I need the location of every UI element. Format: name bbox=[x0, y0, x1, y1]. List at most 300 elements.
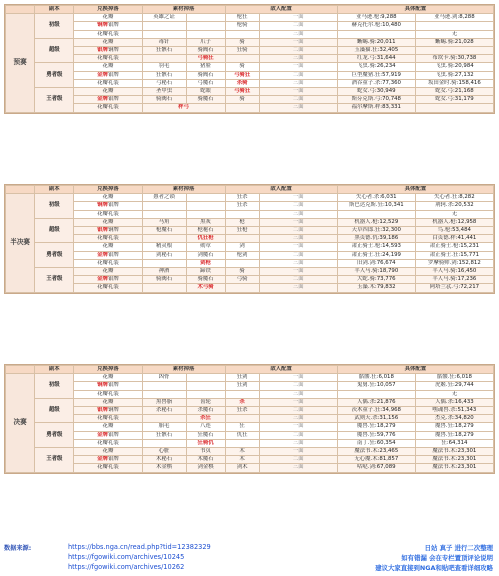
exchange-drop: 花瓣 bbox=[74, 88, 142, 96]
header-exchange-drop: 兑换掉落 bbox=[74, 186, 142, 194]
wave-label: 一面 bbox=[259, 88, 337, 96]
wave-label: 一面 bbox=[259, 38, 337, 46]
material-drop-1 bbox=[142, 235, 186, 243]
material-drop-2: 勋章 bbox=[186, 243, 225, 251]
table-row bbox=[6, 439, 494, 447]
enemy-detail-1: 玉藻猫.狂:32,405 bbox=[337, 47, 415, 55]
wave-label: 三面 bbox=[259, 79, 337, 87]
enemy-detail-1: 旧剑.剑:76,674 bbox=[337, 259, 415, 267]
enemy-classes: 术 bbox=[225, 456, 259, 464]
medal-rest: 银牌 bbox=[107, 456, 119, 463]
medal-rest: 铜牌 bbox=[107, 227, 119, 234]
wave-label: 一面 bbox=[259, 14, 337, 22]
header-material-drop: 素材掉落 bbox=[142, 366, 225, 374]
material-drop-1: 毒针 bbox=[142, 38, 186, 46]
enemy-classes: 剑 bbox=[225, 243, 259, 251]
enemy-classes: 仇狂 bbox=[225, 431, 259, 439]
exchange-drop: 花瓣 bbox=[74, 194, 142, 202]
enemy-detail-1: 咕哒.剑:67,089 bbox=[337, 464, 415, 472]
enemy-classes: 弓骑 bbox=[225, 276, 259, 284]
material-drop-2: 蛇眼 bbox=[186, 88, 225, 96]
difficulty-level: 超级 bbox=[35, 38, 74, 63]
table-row bbox=[6, 218, 494, 226]
medal-highlight: 金牌 bbox=[97, 276, 108, 283]
material-drop-1 bbox=[142, 415, 186, 423]
difficulty-level: 勇者级 bbox=[35, 63, 74, 88]
wave-label: 二面 bbox=[259, 382, 337, 390]
material-drop-2 bbox=[186, 374, 225, 382]
exchange-drop bbox=[74, 71, 142, 79]
medal-rest: 银牌 bbox=[107, 382, 119, 389]
material-drop-2: 黑灰 bbox=[186, 218, 225, 226]
table-row bbox=[6, 79, 494, 87]
enemy-detail-2: 飞虫.骑:20,984 bbox=[415, 63, 493, 71]
enemy-classes bbox=[225, 30, 259, 38]
material-drop-1: 圣甲虫 bbox=[142, 88, 186, 96]
exchange-drop bbox=[74, 456, 142, 464]
header-stage-spacer bbox=[6, 186, 35, 194]
enemy-classes bbox=[225, 55, 259, 63]
medal-highlight: 银牌 bbox=[97, 407, 108, 414]
material-drop-1: 精灵根 bbox=[142, 243, 186, 251]
table-header-row bbox=[6, 186, 494, 194]
wave-label: 一面 bbox=[259, 423, 337, 431]
exchange-drop: 花瓣 bbox=[74, 14, 142, 22]
medal-highlight: 金牌 bbox=[97, 431, 108, 438]
table-row bbox=[6, 374, 494, 382]
medal-rest: 铜牌 bbox=[107, 47, 119, 54]
material-drop-1 bbox=[142, 22, 186, 30]
medal-highlight: 铜牌 bbox=[97, 382, 108, 389]
table-row bbox=[6, 431, 494, 439]
enemy-detail-2: 嘿魂兽.杀:51,343 bbox=[415, 407, 493, 415]
material-drop-2 bbox=[186, 30, 225, 38]
material-drop-1 bbox=[142, 55, 186, 63]
material-drop-2: 猪脸 bbox=[186, 63, 225, 71]
exchange-drop bbox=[74, 251, 142, 259]
final-table bbox=[5, 365, 494, 473]
wave-label: 二面 bbox=[259, 22, 337, 30]
medal-highlight: 金牌 bbox=[97, 456, 108, 463]
table-row bbox=[6, 407, 494, 415]
table-row bbox=[6, 259, 494, 267]
semifinal-section bbox=[4, 184, 495, 294]
table-row bbox=[6, 22, 494, 30]
material-drop-1: 黑兽脂 bbox=[142, 398, 186, 406]
preliminary-section bbox=[4, 4, 495, 114]
header-exchange-drop: 兑换掉落 bbox=[74, 366, 142, 374]
enemy-detail-1: 肃正骑士.狂:24,199 bbox=[337, 251, 415, 259]
enemy-detail-2: 亚马逊.剑:8,288 bbox=[415, 14, 493, 22]
difficulty-level: 超级 bbox=[35, 398, 74, 423]
difficulty-level: 王者级 bbox=[35, 268, 74, 293]
source-link-fgowiki-1[interactable]: https://fgowiki.com/archives/10245 bbox=[68, 553, 185, 561]
enemy-detail-2: 肃正骑士.狂:15,771 bbox=[415, 251, 493, 259]
difficulty-level: 初级 bbox=[35, 194, 74, 219]
header-material-drop: 素材掉落 bbox=[142, 6, 225, 14]
enemy-classes bbox=[225, 210, 259, 218]
enemy-detail-2: 半人马.骑:16,450 bbox=[415, 268, 493, 276]
difficulty-level: 勇者级 bbox=[35, 243, 74, 268]
material-drop-2: 爪子 bbox=[186, 38, 225, 46]
material-drop-1: 骑阀石 bbox=[142, 96, 186, 104]
enemy-detail-1: 酒吞童子.杀:77,360 bbox=[337, 79, 415, 87]
header-detail-config: 具体配置 bbox=[337, 6, 493, 14]
header-instance: 副本 bbox=[35, 186, 74, 194]
enemy-detail-2: 蛇女.弓:21,168 bbox=[415, 88, 493, 96]
enemy-detail-1: 巨型魔猪.狂:57,919 bbox=[337, 71, 415, 79]
material-drop-1: 狂骸石 bbox=[142, 71, 186, 79]
enemy-classes: 狂杀 bbox=[225, 407, 259, 415]
stage-label: 预赛 bbox=[6, 14, 35, 112]
material-drop-2: 齿轮 bbox=[186, 398, 225, 406]
wave-label: 一面 bbox=[259, 63, 337, 71]
material-drop-1: 枪魔石 bbox=[142, 227, 186, 235]
enemy-detail-2: 魔法书.术:23,301 bbox=[415, 464, 493, 472]
enemy-detail-2: 鸟.枪:53,484 bbox=[415, 227, 493, 235]
material-drop-1: 术金棋 bbox=[142, 464, 186, 472]
table-row bbox=[6, 14, 494, 22]
enemy-detail-2: 无 bbox=[415, 390, 493, 398]
wave-label: 一面 bbox=[259, 448, 337, 456]
enemy-classes: 骑 bbox=[225, 96, 259, 104]
material-drop-2 bbox=[186, 382, 225, 390]
material-drop-1: 羽毛 bbox=[142, 63, 186, 71]
enemy-detail-2: 罗摩骑帅.剑:152,812 bbox=[415, 259, 493, 267]
table-row bbox=[6, 382, 494, 390]
table-header-row bbox=[6, 366, 494, 374]
medal-rest: 银牌 bbox=[107, 71, 119, 78]
exchange-drop: 花瓣 bbox=[74, 448, 142, 456]
table-row bbox=[6, 390, 494, 398]
enemy-detail-2: 半人马.骑:17,236 bbox=[415, 276, 493, 284]
medal-rest: 铜牌 bbox=[107, 407, 119, 414]
wave-label: 一面 bbox=[259, 243, 337, 251]
enemy-detail-1: 南丁.狂:60,354 bbox=[337, 439, 415, 447]
table-row bbox=[6, 55, 494, 63]
wave-label: 二面 bbox=[259, 456, 337, 464]
enemy-detail-1: 斯巴达克斯.狂:10,341 bbox=[337, 202, 415, 210]
table-row bbox=[6, 284, 494, 292]
enemy-detail-1: 茨木童子.狂:34,968 bbox=[337, 407, 415, 415]
medal-rest: 银牌 bbox=[107, 22, 119, 29]
enemy-classes: 狂剑 bbox=[225, 374, 259, 382]
difficulty-level: 初级 bbox=[35, 14, 74, 39]
table-row bbox=[6, 251, 494, 259]
material-drop-2 bbox=[186, 14, 225, 22]
credit-line-3: 建议大家直接到NGA和贴吧查看详细攻略 bbox=[375, 564, 493, 572]
material-drop-1: 狂骸石 bbox=[142, 47, 186, 55]
header-stage-spacer bbox=[6, 366, 35, 374]
exchange-drop bbox=[74, 96, 142, 104]
exchange-drop: 花瓣 bbox=[74, 374, 142, 382]
enemy-classes bbox=[225, 439, 259, 447]
material-drop-1 bbox=[142, 202, 186, 210]
table-row bbox=[6, 235, 494, 243]
material-drop-2: 弓魔石 bbox=[186, 79, 225, 87]
exchange-drop: 花瓣礼装 bbox=[74, 235, 142, 243]
enemy-detail-1: 蜥蜴.骑:20,011 bbox=[337, 38, 415, 46]
exchange-drop bbox=[74, 431, 142, 439]
material-drop-2: 枪秘石 bbox=[186, 227, 225, 235]
enemy-classes: 枪剑 bbox=[225, 251, 259, 259]
material-drop-1: 术秘石 bbox=[142, 456, 186, 464]
medal-rest: 银牌 bbox=[107, 96, 119, 103]
material-drop-2 bbox=[186, 22, 225, 30]
exchange-drop: 花瓣礼装 bbox=[74, 439, 142, 447]
medal-highlight: 银牌 bbox=[97, 47, 108, 54]
table-row bbox=[6, 88, 494, 96]
enemy-classes bbox=[225, 284, 259, 292]
enemy-classes bbox=[225, 259, 259, 267]
medal-highlight: 铜牌 bbox=[97, 202, 108, 209]
material-drop-1: 弓秘石 bbox=[142, 79, 186, 87]
material-drop-1 bbox=[142, 390, 186, 398]
table-header-row bbox=[6, 6, 494, 14]
wave-label: 一面 bbox=[259, 374, 337, 382]
table-row bbox=[6, 63, 494, 71]
enemy-detail-1: 魔兽.狂:59,776 bbox=[337, 431, 415, 439]
material-drop-2: 术魔石 bbox=[186, 456, 225, 464]
table-row bbox=[6, 210, 494, 218]
enemy-classes: 狂骑 bbox=[225, 47, 259, 55]
enemy-detail-1: 人偶.杀:21,876 bbox=[337, 398, 415, 406]
medal-rest: 银牌 bbox=[107, 251, 119, 258]
table-row bbox=[6, 194, 494, 202]
exchange-drop: 花瓣礼装 bbox=[74, 104, 142, 112]
difficulty-level: 初级 bbox=[35, 374, 74, 399]
enemy-classes: 弓骑狂 bbox=[225, 71, 259, 79]
difficulty-level: 勇者级 bbox=[35, 423, 74, 448]
header-instance: 副本 bbox=[35, 6, 74, 14]
enemy-classes: 弓骑狂 bbox=[225, 88, 259, 96]
preliminary-table bbox=[5, 5, 494, 113]
exchange-drop: 花瓣礼装 bbox=[74, 55, 142, 63]
material-drop-2: 剑枪 bbox=[186, 259, 225, 267]
enemy-detail-1: 肃正骑士.枪:14,593 bbox=[337, 243, 415, 251]
enemy-detail-2: 狂:64,314 bbox=[415, 439, 493, 447]
enemy-detail-1: 武则天.杀:31,156 bbox=[337, 415, 415, 423]
header-detail-config: 具体配置 bbox=[337, 366, 493, 374]
enemy-detail-1: 蛇女.弓:30,949 bbox=[337, 88, 415, 96]
header-detail-config: 具体配置 bbox=[337, 186, 493, 194]
exchange-drop: 花瓣礼装 bbox=[74, 390, 142, 398]
wave-label: 三面 bbox=[259, 104, 337, 112]
enemy-detail-2 bbox=[415, 47, 493, 55]
wave-label: 三面 bbox=[259, 439, 337, 447]
table-row bbox=[6, 464, 494, 472]
enemy-detail-1: 魔法书.术:23,465 bbox=[337, 448, 415, 456]
material-drop-2: 剑魔石 bbox=[186, 251, 225, 259]
header-instance: 副本 bbox=[35, 366, 74, 374]
exchange-drop bbox=[74, 227, 142, 235]
enemy-detail-1: 红龙.弓:31,644 bbox=[337, 55, 415, 63]
material-drop-1: 英雄之证 bbox=[142, 14, 186, 22]
header-stage-spacer bbox=[6, 6, 35, 14]
difficulty-level: 王者级 bbox=[35, 448, 74, 473]
credit-line-2: 如有错漏 会在专栏置顶评论说明 bbox=[401, 554, 493, 562]
wave-label: 一面 bbox=[259, 268, 337, 276]
material-drop-2: 骑魔石 bbox=[186, 96, 225, 104]
medal-rest: 银牌 bbox=[107, 202, 119, 209]
enemy-detail-2: 虎姬.狂:29,744 bbox=[415, 382, 493, 390]
enemy-detail-1: 魔兽.狂:18,279 bbox=[337, 423, 415, 431]
wave-label: 三面 bbox=[259, 235, 337, 243]
exchange-drop: 花瓣 bbox=[74, 268, 142, 276]
wave-label: 二面 bbox=[259, 227, 337, 235]
enemy-classes: 狂剑 bbox=[225, 382, 259, 390]
enemy-classes: 剑术 bbox=[225, 464, 259, 472]
final-section bbox=[4, 364, 495, 474]
enemy-detail-2: 蜥蜴.骑:21,028 bbox=[415, 38, 493, 46]
exchange-drop bbox=[74, 276, 142, 284]
enemy-detail-2: 阿塔兰忒.弓:72,217 bbox=[415, 284, 493, 292]
exchange-drop bbox=[74, 407, 142, 415]
enemy-detail-1: 天草四郎.狂:32,300 bbox=[337, 227, 415, 235]
wave-label: 一面 bbox=[259, 398, 337, 406]
wave-label: 二面 bbox=[259, 71, 337, 79]
material-drop-2: 骑魔石 bbox=[186, 276, 225, 284]
enemy-classes: 狂枪 bbox=[225, 227, 259, 235]
material-drop-1: 胎毛 bbox=[142, 423, 186, 431]
material-drop-2 bbox=[186, 202, 225, 210]
table-row bbox=[6, 268, 494, 276]
enemy-classes: 枪骑 bbox=[225, 22, 259, 30]
header-enemy-config: 敌人配置 bbox=[225, 366, 337, 374]
enemy-detail-1: 斯芬克斯.弓:70,748 bbox=[337, 96, 415, 104]
enemy-detail-1: 失心者.杀:6,031 bbox=[337, 194, 415, 202]
enemy-detail-2: 白贞德.秤:41,441 bbox=[415, 235, 493, 243]
wave-label: 三面 bbox=[259, 55, 337, 63]
enemy-classes bbox=[225, 235, 259, 243]
enemy-classes: 狂杀 bbox=[225, 194, 259, 202]
enemy-detail-2: 坂田金时.骑:158,416 bbox=[415, 79, 493, 87]
exchange-drop bbox=[74, 202, 142, 210]
table-row bbox=[6, 104, 494, 112]
medal-rest: 银牌 bbox=[107, 431, 119, 438]
enemy-detail-1: 赫克托尔.枪:10,480 bbox=[337, 22, 415, 30]
header-material-drop: 素材掉落 bbox=[142, 186, 225, 194]
enemy-classes bbox=[225, 390, 259, 398]
table-row bbox=[6, 456, 494, 464]
exchange-drop: 花瓣礼装 bbox=[74, 284, 142, 292]
table-row bbox=[6, 398, 494, 406]
material-drop-1 bbox=[142, 259, 186, 267]
material-drop-1 bbox=[142, 439, 186, 447]
enemy-detail-2: 魔法书.术:23,301 bbox=[415, 456, 493, 464]
table-row bbox=[6, 38, 494, 46]
table-row bbox=[6, 47, 494, 55]
material-drop-1: 凶骨 bbox=[142, 374, 186, 382]
wave-label: 二面 bbox=[259, 47, 337, 55]
header-exchange-drop: 兑换掉落 bbox=[74, 6, 142, 14]
material-drop-2: 仇狂枪 bbox=[186, 235, 225, 243]
material-drop: 秤弓 bbox=[142, 104, 225, 112]
enemy-detail-1: 无心魔.术:81,857 bbox=[337, 456, 415, 464]
source-link-fgowiki-2[interactable]: https://fgowiki.com/archives/10262 bbox=[68, 563, 185, 571]
medal-highlight: 金牌 bbox=[97, 251, 108, 258]
medal-highlight: 铜牌 bbox=[97, 22, 108, 29]
material-drop-2: 剑金棋 bbox=[186, 464, 225, 472]
enemy-detail-1: 鬼舅.狂:10,057 bbox=[337, 382, 415, 390]
wave-label: 三面 bbox=[259, 390, 337, 398]
material-drop-1: 杀秘石 bbox=[142, 407, 186, 415]
enemy-classes: 枪 bbox=[225, 218, 259, 226]
material-drop-2: 杀魔石 bbox=[186, 407, 225, 415]
enemy-detail-2: 机器人.枪:12,958 bbox=[415, 218, 493, 226]
exchange-drop bbox=[74, 47, 142, 55]
source-link-nga[interactable]: https://bbs.nga.cn/read.php?tid=12382329 bbox=[68, 543, 211, 551]
enemy-detail-2: 肃正骑士.枪:15,231 bbox=[415, 243, 493, 251]
material-drop-2 bbox=[186, 390, 225, 398]
exchange-drop bbox=[74, 382, 142, 390]
enemy-classes: 杀骑 bbox=[225, 79, 259, 87]
medal-highlight: 银牌 bbox=[97, 227, 108, 234]
enemy-detail-2: 人偶.杀:16,433 bbox=[415, 398, 493, 406]
enemy-detail-1: 骷髅.狂:6,018 bbox=[337, 374, 415, 382]
wave-label: 二面 bbox=[259, 407, 337, 415]
enemy-detail-1: 机器人.枪:12,529 bbox=[337, 218, 415, 226]
enemy-detail-1 bbox=[337, 390, 415, 398]
wave-label: 一面 bbox=[259, 218, 337, 226]
table-row bbox=[6, 96, 494, 104]
medal-highlight: 金牌 bbox=[97, 71, 108, 78]
enemy-detail-2 bbox=[415, 22, 493, 30]
enemy-detail-1: 飞虫.骑:26,234 bbox=[337, 63, 415, 71]
exchange-drop: 花瓣礼装 bbox=[74, 259, 142, 267]
table-row bbox=[6, 448, 494, 456]
wave-label: 一面 bbox=[259, 194, 337, 202]
exchange-drop: 花瓣 bbox=[74, 423, 142, 431]
enemy-detail-1: 大蛇.骑:73,776 bbox=[337, 276, 415, 284]
material-drop-1 bbox=[142, 284, 186, 292]
enemy-classes: 骑 bbox=[225, 268, 259, 276]
material-drop-2: 书页 bbox=[186, 448, 225, 456]
material-drop-2: 杀狂 bbox=[186, 415, 225, 423]
medal-rest: 银牌 bbox=[107, 276, 119, 283]
wave-label: 二面 bbox=[259, 202, 337, 210]
enemy-detail-2: 魔兽.狂:18,279 bbox=[415, 431, 493, 439]
table-row bbox=[6, 243, 494, 251]
header-enemy-config: 敌人配置 bbox=[225, 186, 337, 194]
wave-label: 三面 bbox=[259, 284, 337, 292]
footer bbox=[0, 540, 499, 576]
enemy-detail-2: 骷髅.狂:6,018 bbox=[415, 374, 493, 382]
material-drop-1: 心脏 bbox=[142, 448, 186, 456]
enemy-detail-1: 福尔摩斯.秤:83,331 bbox=[337, 104, 415, 112]
enemy-detail-2: 无 bbox=[415, 210, 493, 218]
table-row bbox=[6, 423, 494, 431]
material-drop-2: 术弓骑 bbox=[186, 284, 225, 292]
material-drop-2: 蹄铁 bbox=[186, 268, 225, 276]
wave-label: 二面 bbox=[259, 431, 337, 439]
exchange-drop: 花瓣 bbox=[74, 38, 142, 46]
wave-label: 二面 bbox=[259, 251, 337, 259]
material-drop-2: 狂骑仇 bbox=[186, 439, 225, 447]
table-row bbox=[6, 227, 494, 235]
enemy-detail-2: 杰克.杀:34,820 bbox=[415, 415, 493, 423]
enemy-detail-2: 失心者.狂:8,282 bbox=[415, 194, 493, 202]
wave-label: 三面 bbox=[259, 464, 337, 472]
material-drop-2: 八连 bbox=[186, 423, 225, 431]
exchange-drop: 花瓣礼装 bbox=[74, 30, 142, 38]
enemy-detail-2: 蛇女.弓:31,179 bbox=[415, 96, 493, 104]
exchange-drop: 花瓣礼装 bbox=[74, 464, 142, 472]
table-row bbox=[6, 71, 494, 79]
difficulty-level: 超级 bbox=[35, 218, 74, 243]
source-label: 数据来源: bbox=[4, 545, 32, 552]
wave-label: 三面 bbox=[259, 30, 337, 38]
